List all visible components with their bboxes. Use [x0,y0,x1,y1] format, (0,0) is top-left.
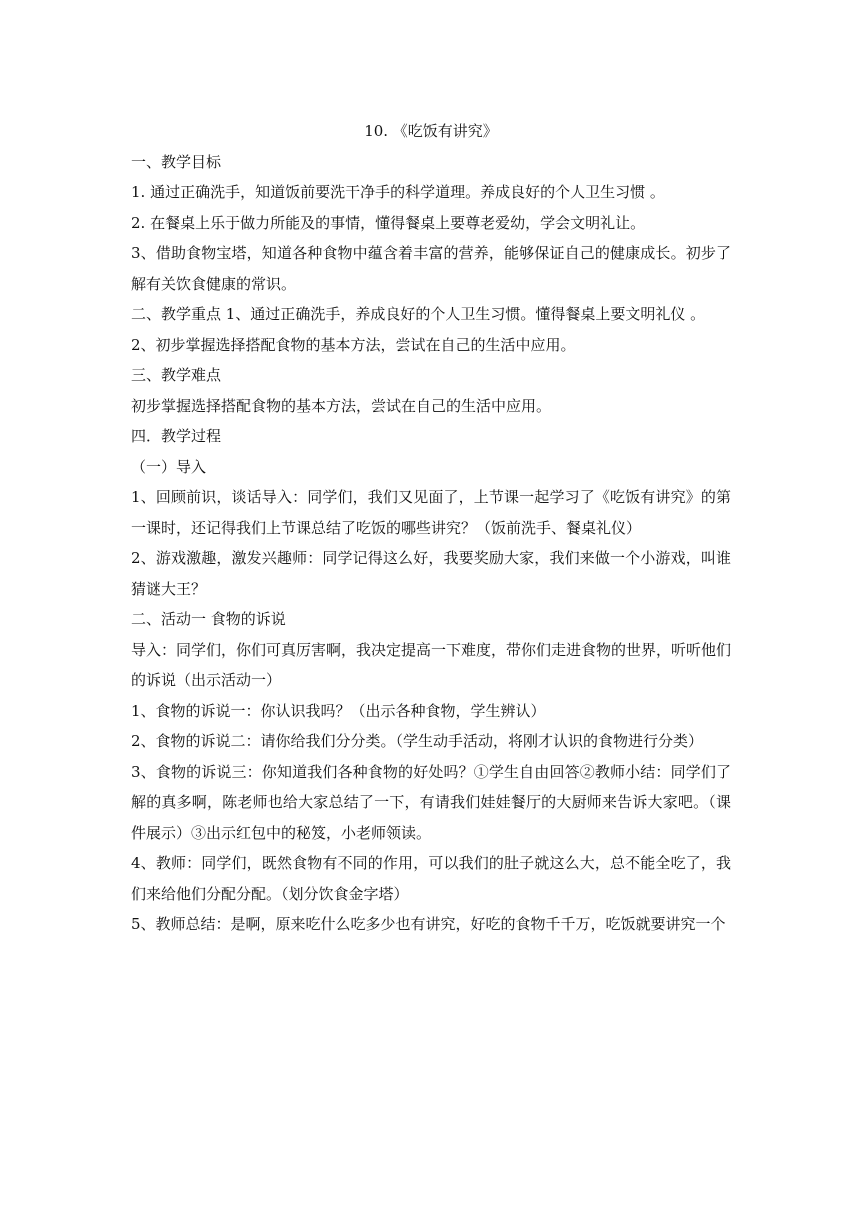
paragraph-section-heading: 三、教学难点 [131,366,222,384]
paragraph: 3、借助食物宝塔，知道各种食物中蕴含着丰富的营养，能够保证自己的健康成长。初步了解有关饮食健康的常识。 [131,244,731,293]
paragraph: 2、游戏激趣，激发兴趣师：同学记得这么好，我要奖励大家，我们来做一个小游戏，叫谁猜谜大王？ [131,549,731,598]
paragraph: 5、教师总结：是啊，原来吃什么吃多少也有讲究，好吃的食物千千万，吃饭就要讲究一个 [131,915,726,933]
paragraph: 1. 通过正确洗手，知道饭前要洗干净手的科学道理。养成良好的个人卫生习惯 。 [131,183,665,201]
paragraph: 二、教学重点 1、通过正确洗手，养成良好的个人卫生习惯。懂得餐桌上要文明礼仪 。 [131,305,706,323]
paragraph: 3、食物的诉说三：你知道我们各种食物的好处吗？①学生自由回答②教师小结：同学们了解的真多啊，陈老师也给大家总结了一下，有请我们娃娃餐厅的大厨师来告诉大家吧。（课件展示）③出示红包中的秘笈，小老师领读。 [131,762,731,842]
document-body [131,116,731,940]
paragraph: 导入：同学们，你们可真厉害啊，我决定提高一下难度，带你们走进食物的世界，听听他们的诉说（出示活动一） [131,640,732,689]
paragraph-section-heading: 一、教学目标 [131,152,222,171]
paragraph: 4、教师：同学们，既然食物有不同的作用，可以我们的肚子就这么大，总不能全吃了，我们来给他们分配分配。（划分饮食金字塔） [131,854,731,903]
paragraph: 2、初步掌握选择搭配食物的基本方法，尝试在自己的生活中应用。 [131,335,576,354]
document-title: 10. 《吃饭有讲究》 [364,122,498,140]
paragraph-section-heading: 四．教学过程 [131,427,222,445]
paragraph: 1、食物的诉说一：你认识我吗？（出示各种食物，学生辨认） [131,701,546,720]
paragraph: 1、回顾前识，谈话导入：同学们，我们又见面了，上节课一起学习了《吃饭有讲究》的第一课时，还记得我们上节课总结了吃饭的哪些讲究？（饭前洗手、餐桌礼仪） [131,488,731,537]
paragraph: 2. 在餐桌上乐于做力所能及的事情，懂得餐桌上要尊老爱幼，学会文明礼让。 [131,213,646,232]
paragraph-subheading: （一）导入 [131,457,207,476]
paragraph-section-heading: 二、活动一 食物的诉说 [131,610,286,628]
paragraph: 初步掌握选择搭配食物的基本方法，尝试在自己的生活中应用。 [131,396,552,415]
paragraph: 2、食物的诉说二：请你给我们分分类。（学生动手活动，将刚才认识的食物进行分类） [131,732,704,750]
